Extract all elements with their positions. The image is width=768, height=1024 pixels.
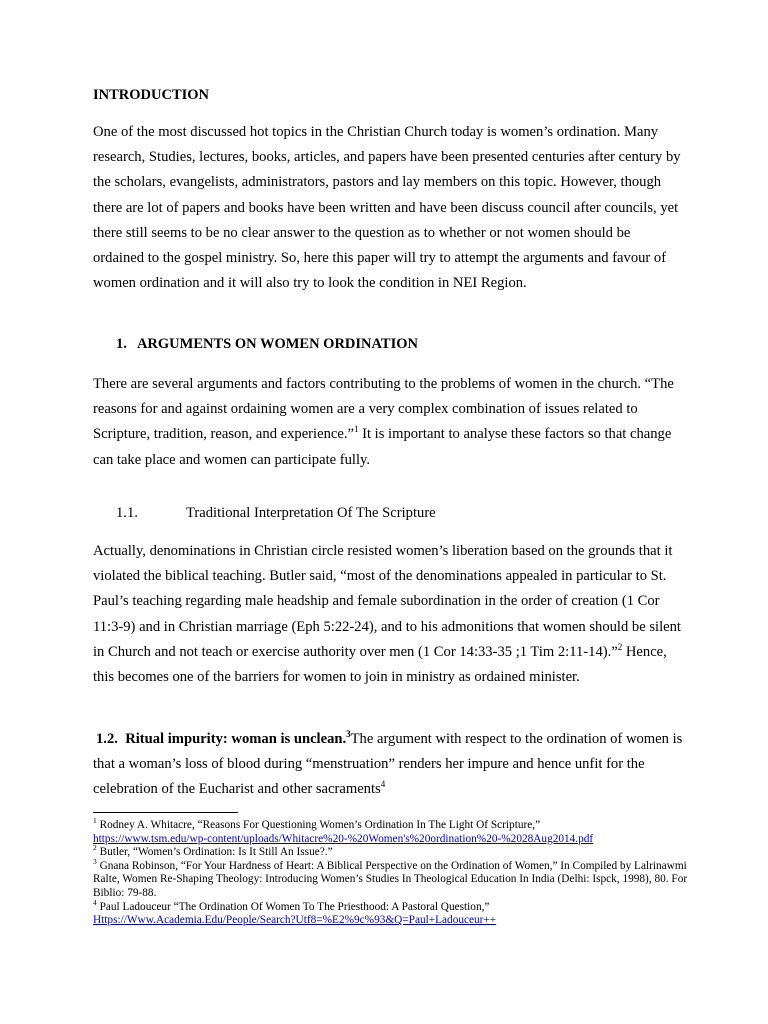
section-1-1-heading <box>116 505 436 522</box>
footnote-ref-4[interactable]: 4 <box>380 779 386 790</box>
footnote-3 <box>93 857 693 901</box>
introduction-paragraph: One of the most discussed hot topics in the Christian Church today is women’s ordination. Many research, Studies, lectures, books, articles, and papers have been presented centuries after century by the scholars, evangelists, administrators, pastors and lay members on this topic. However, though there are lot of papers and books have been written and have been discuss council after councils, yet there still seems to be no clear answer to the question as to whether or not women should be ordained to the gospel ministry. So, here this paper will try to attempt the arguments and favour of women ordination and it will also try to look the condition in NEI Region. <box>93 124 681 292</box>
section-1-1-text-a: Actually, denominations in Christian circle resisted women’s liberation based on the grounds that it violated the biblical teaching. Butler said, “most of the denominations appealed in particular to St. Paul’s teaching regarding male headship and female subordination in the order of creation (1 Cor 11:3-9) and in Christian marriage (Eph 5:22-24), and to his admonitions that women should be silent in Church and not teach or exercise authority over men (1 Cor 14:33-35 ;1 Tim 2:11-14).” <box>93 543 681 660</box>
section-1-heading <box>116 336 418 353</box>
footnote-number: 4 <box>93 897 97 907</box>
section-1-2-number: 1.2. <box>96 731 118 747</box>
footnote-ref-3[interactable]: 3 <box>346 729 351 740</box>
footnote-text: Rodney A. Whitacre, “Reasons For Questioning Women’s Ordination In The Light Of Scripture,” <box>99 819 541 831</box>
section-1-1-paragraph <box>93 539 683 690</box>
section-1-text-b: It is important to analyse these factors so that change can take place and women can participate fully. <box>93 426 672 468</box>
footnote-text: Gnana Robinson, “For Your Hardness of Heart: A Biblical Perspective on the Ordination of Women,” In Compiled by Lalrinawmi Ralte, Women Re-Shaping Theology: Introducing Women’s Studies In Theological Education In India (Delhi: Ispck, 1998), 80. For Biblio: 79-88. <box>93 859 688 899</box>
footnotes <box>93 816 693 928</box>
section-1-1-text-b: Hence, this becomes one of the barriers for women to join in ministry as ordained minister. <box>93 643 667 686</box>
section-1-2-title: Ritual impurity: woman is unclean. <box>125 731 347 747</box>
footnote-link[interactable]: Https://Www.Academia.Edu/People/Search?Utf8=%E2%9c%93&Q=Paul+Ladouceur++ <box>93 914 497 927</box>
section-1-1-title: Traditional Interpretation Of The Scripture <box>186 505 436 521</box>
footnote-number: 1 <box>93 816 97 826</box>
section-1-paragraph <box>93 372 683 473</box>
footnote-ref-2[interactable]: 2 <box>617 641 623 652</box>
section-1-2-paragraph <box>93 727 683 803</box>
footnote-number: 2 <box>93 843 97 853</box>
section-1-2-text: The argument with respect to the ordination of women is that a woman’s loss of blood during “menstruation” renders her impure and hence unfit for the celebration of the Eucharist and other sacraments <box>93 731 683 798</box>
footnote-link[interactable]: https://www.tsm.edu/wp-content/uploads/Whitacre%20-%20Women's%20ordination%20-%2028Aug2014.pdf <box>93 832 594 845</box>
footnote-ref-1[interactable]: 1 <box>353 424 359 435</box>
introduction-heading: INTRODUCTION <box>93 87 210 103</box>
footnote-text: Paul Ladouceur “The Ordination Of Women To The Priesthood: A Pastoral Question,” <box>99 900 490 913</box>
section-1-1-number: 1.1. <box>116 505 138 521</box>
footnote-text: Butler, “Women’s Ordination: Is It Still An Issue?.” <box>99 846 333 859</box>
section-1-text-a: There are several arguments and factors contributing to the problems of women in the church. “The reasons for and against ordaining women are a very complex combination of issues related to Scripture, tradition, reason, and experience.” <box>93 376 674 443</box>
footnote-number: 3 <box>93 857 97 867</box>
section-1-title: ARGUMENTS ON WOMEN ORDINATION <box>136 336 418 352</box>
footnote-4 <box>93 897 693 928</box>
footnote-separator <box>93 812 238 813</box>
section-1-number: 1. <box>116 336 127 352</box>
footnote-1 <box>93 816 693 846</box>
footnote-2 <box>93 843 693 860</box>
